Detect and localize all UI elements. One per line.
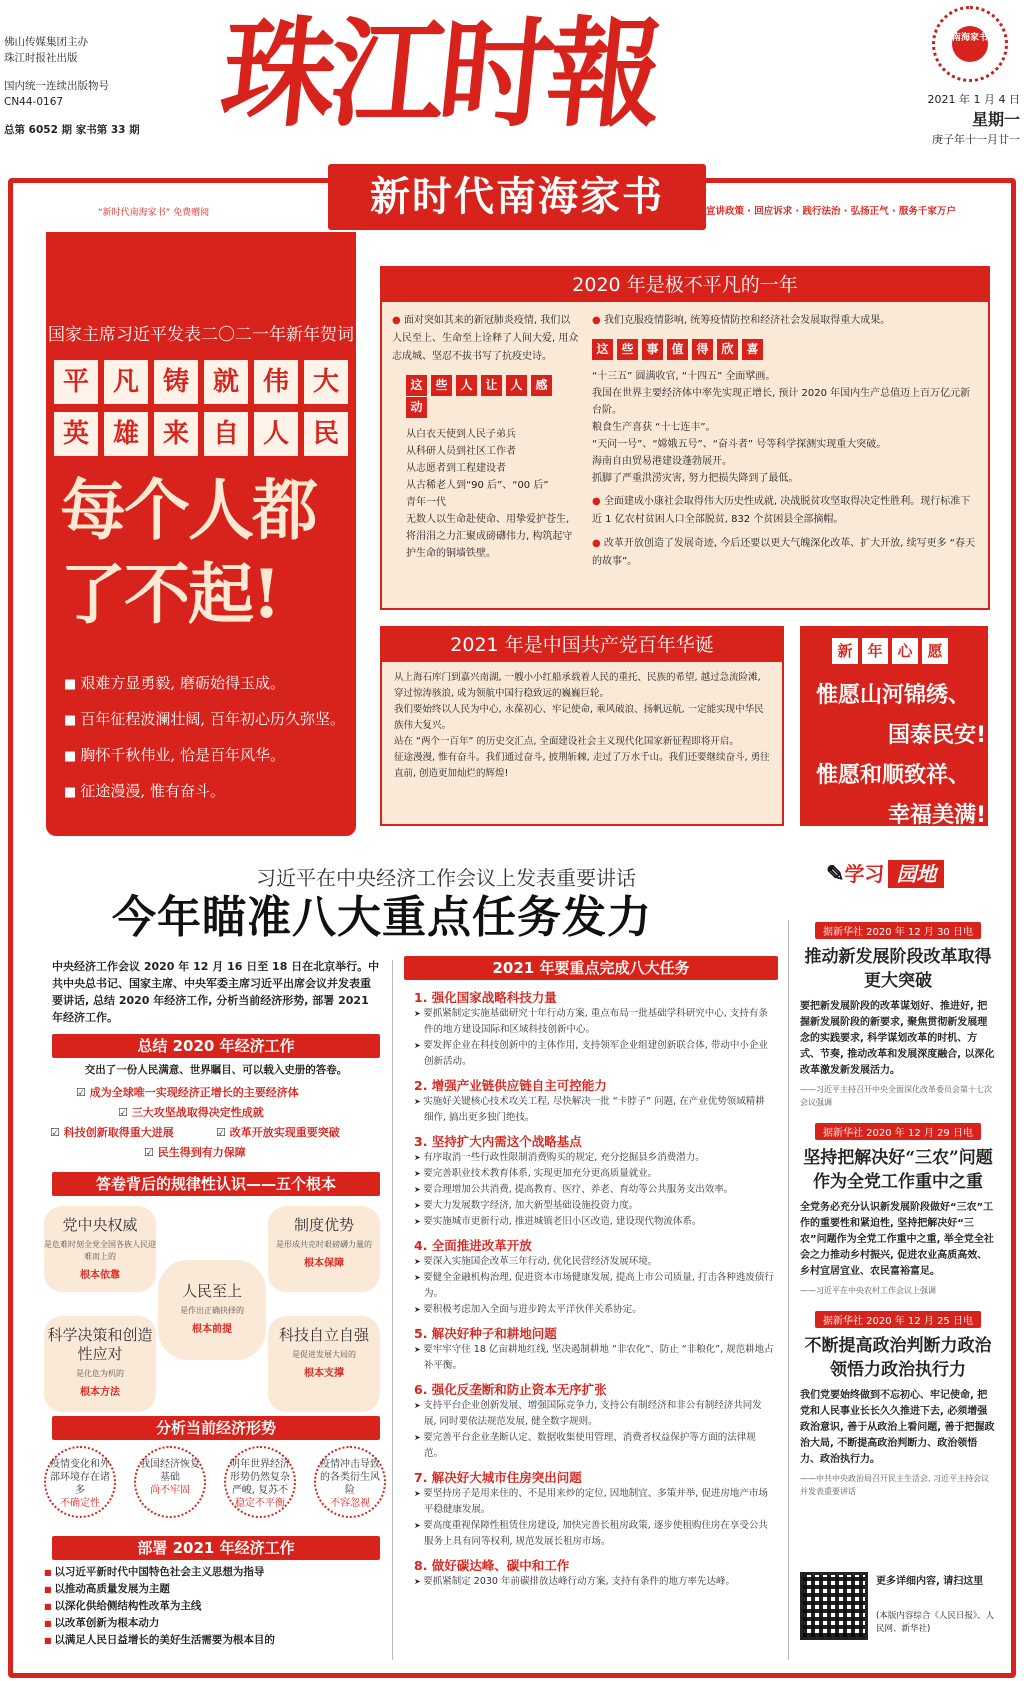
- people-list: [392, 426, 580, 562]
- news-headline: 推动新发展阶段改革取得更大突破: [804, 947, 992, 991]
- summary-sub: 交出了一份人民满意、世界瞩目、可以载入史册的答卷。: [84, 1064, 348, 1076]
- reform-note: ● 改革开放创造了发展奇迹, 今后还要以更大气魄深化改革、扩大开放, 续写更多 “春天的故事”。: [592, 535, 980, 571]
- feature-bullet: ■ 征途漫漫, 惟有奋斗。: [64, 780, 354, 801]
- column-divider: [392, 960, 393, 1660]
- study-corner-logo: [826, 858, 1006, 900]
- task-heading: 3. 坚持扩大内需这个战略基点: [414, 1134, 582, 1149]
- task-heading: 4. 全面推进改革开放: [414, 1238, 532, 1253]
- task-item: ➤ 实施好关键核心技术攻关工程, 尽快解决一批 “卡脖子” 问题, 在产业优势领域精耕细作, 搞出更多独门绝技。: [414, 1094, 774, 1126]
- publisher-line: CN44-0167: [4, 96, 64, 108]
- wish-line: 国泰民安!: [887, 723, 986, 748]
- feature-big-line-2: 了不起!: [60, 555, 279, 633]
- tile-title: 制度优势: [293, 1216, 354, 1234]
- publisher-line: 珠江时报社出版: [4, 52, 78, 64]
- feature-title: 国家主席习近平发表二〇二一年新年贺词: [48, 325, 354, 345]
- feature-bullet: ■ 艰难方显勇毅, 磨砺始得玉成。: [64, 672, 354, 693]
- banner-subtitle-right: 宣讲政策 · 回应诉求 · 践行法治 · 弘扬正气 · 服务千家万户: [706, 206, 956, 217]
- analysis-header: 分析当前经济形势: [52, 1416, 380, 1440]
- people-line: 从白衣天使到人民子弟兵: [406, 429, 516, 440]
- deploy-item: ■ 以深化供给侧结构性改革为主线: [44, 1598, 384, 1615]
- tag-char: 值: [667, 339, 688, 360]
- deploy-item: ■ 以习近平新时代中国特色社会主义思想为指导: [44, 1564, 384, 1581]
- news-source-tag: 据新华社 2020 年 12 月 29 日电: [815, 1123, 981, 1140]
- deploy-item: ■ 以改革创新为根本动力: [44, 1615, 384, 1632]
- wish-tag: [832, 638, 952, 664]
- tile-sub: 是促进发展大局的: [292, 1350, 356, 1359]
- card-2021: [380, 626, 784, 826]
- tag-char: 些: [431, 375, 452, 396]
- fundamental-tile: [44, 1316, 156, 1412]
- event-item: 粮食生产喜获 “十七连丰”。: [592, 422, 716, 433]
- rules-header: 答卷背后的规律性认识——五个根本: [52, 1172, 380, 1196]
- new-year-feature: [46, 232, 356, 836]
- card-2020: [380, 266, 990, 610]
- risk-circle: [44, 1446, 116, 1518]
- news-headline: 坚持把解决好“三农”问题作为全党工作重中之重: [803, 1148, 993, 1192]
- body-para: 从上海石库门到嘉兴南湖, 一艘小小红船承载着人民的重托、民族的希望, 越过急流险滩, 穿过惊涛骇浪, 成为领航中国行稳致远的巍巍巨轮。: [394, 672, 761, 699]
- tile-title: 党中央权威: [62, 1216, 138, 1234]
- analysis-circles: [44, 1446, 390, 1526]
- news-headline: 不断提高政治判断力政治领悟力政治执行力: [804, 1336, 992, 1380]
- tile-sub: 是作出正确抉择的: [180, 1306, 244, 1315]
- publisher-line: 佛山传媒集团主办: [4, 36, 88, 48]
- achievement-check: ☑ 民生得到有力保障: [144, 1144, 246, 1160]
- seal-qr-icon[interactable]: [932, 6, 1008, 82]
- tile-title: 人民至上: [181, 1282, 242, 1300]
- tag-char: 这: [592, 339, 613, 360]
- tag-row-people: [406, 374, 580, 418]
- grid-char: 平: [54, 360, 98, 404]
- lunar-date: 庚子年十一月廿一: [932, 133, 1020, 146]
- tile-sub: 是危难时刻全党全国各族人民迎难而上的: [44, 1240, 156, 1261]
- card-2020-title: 2020 年是极不平凡的一年: [382, 268, 988, 302]
- article-kicker: 习近平在中央经济工作会议上发表重要讲话: [256, 866, 636, 890]
- feature-big-line-1: 每个人都: [60, 471, 316, 549]
- summary-header: 总结 2020 年经济工作: [52, 1034, 380, 1058]
- circle-key: 不容忽视: [330, 1498, 370, 1509]
- pen-icon: ✎: [826, 861, 845, 887]
- circle-text: 我国经济恢复基础: [140, 1459, 200, 1483]
- task-heading: 7. 解决好大城市住房突出问题: [414, 1470, 582, 1485]
- task-item: ➤ 要高度重视保障性租赁住房建设, 加快完善长租房政策, 逐步使租购住房在享受公共服务上具有同等权利, 规范发展长租房市场。: [414, 1518, 774, 1550]
- risk-circle: [224, 1446, 296, 1518]
- event-list: [592, 368, 980, 487]
- grid-char: 自: [204, 412, 248, 456]
- circle-key: 不确定性: [60, 1498, 100, 1509]
- study-title-b: 园地: [888, 860, 944, 888]
- study-news: [800, 920, 996, 1498]
- task-item: ➤ 要积极考虑加入全面与进步跨太平洋伙伴关系协定。: [414, 1302, 774, 1318]
- body-para: 站在 “两个一百年” 的历史交汇点, 全面建设社会主义现代化国家新征程即将开启。: [394, 736, 739, 747]
- people-line: 从志愿者到工程建设者: [406, 463, 506, 474]
- article-headline: 今年瞄准八大重点任务发力: [112, 892, 652, 943]
- news-body: 我们党要始终做到不忘初心、牢记使命, 把党和人民事业长长久久推进下去, 必须增强政治意识, 善于从政治上看问题, 善于把握政治大局, 不断提高政治判断力、政治领悟力、政治执行力。: [800, 1390, 995, 1465]
- tag-char: 得: [692, 339, 713, 360]
- tag-char: 感: [531, 375, 552, 396]
- task-item: ➤ 要抓紧制定实施基础研究十年行动方案, 重点布局一批基础学科研究中心, 支持有条件的地方建设国际和区域科技创新中心。: [414, 1006, 774, 1038]
- grid-char: 英: [54, 412, 98, 456]
- task-heading: 6. 强化反垄断和防止资本无序扩张: [414, 1382, 607, 1397]
- grid-char: 人: [254, 412, 298, 456]
- task-heading: 2. 增强产业链供应链自主可控能力: [414, 1078, 607, 1093]
- publisher-info: [4, 34, 174, 138]
- risk-circle: [134, 1446, 206, 1518]
- tag-char: 心: [892, 638, 918, 664]
- fundamental-tile: [268, 1316, 380, 1412]
- event-item: 海南自由贸易港建设蓬勃展开。: [592, 456, 732, 467]
- weekday: 星期一: [971, 110, 1020, 129]
- news-source-tag: 据新华社 2020 年 12 月 30 日电: [815, 922, 981, 939]
- tag-char: 事: [642, 339, 663, 360]
- task-item: ➤ 要完善平台企业垄断认定、数据收集使用管理、消费者权益保护等方面的法律规范。: [414, 1430, 774, 1462]
- fundamental-tile: [158, 1260, 266, 1360]
- source-note: (本版内容综合《人民日报》、人民网、新华社): [876, 1611, 995, 1634]
- wish-text: [816, 676, 986, 836]
- feature-bullet: ■ 胸怀千秋伟业, 恰是百年风华。: [64, 744, 354, 765]
- issue-number: 总第 6052 期 家书第 33 期: [4, 124, 140, 136]
- circle-text: 明年世界经济形势仍然复杂严峻, 复苏不: [230, 1459, 290, 1496]
- people-line: 从科研人员到社区工作者: [406, 446, 516, 457]
- event-item: “十三五” 圆满收官, “十四五” 全面擘画。: [592, 371, 776, 382]
- grid-char: 伟: [254, 360, 298, 404]
- event-item: 我国在世界主要经济体中率先实现正增长, 预计 2020 年国内生产总值迈上百万亿元新台阶。: [592, 388, 971, 416]
- risk-circle: [314, 1446, 386, 1518]
- tile-key: 根本依靠: [80, 1270, 120, 1281]
- tag-char: 让: [481, 375, 502, 396]
- body-para: 征途漫漫, 惟有奋斗。我们通过奋斗, 披荆斩棘, 走过了万水千山。我们还要继续奋斗, 勇往直前, 创造更加灿烂的辉煌!: [394, 752, 770, 779]
- tile-key: 根本保障: [304, 1258, 344, 1269]
- task-heading: 5. 解决好种子和耕地问题: [414, 1326, 557, 1341]
- achievement-check: ☑ 三大攻坚战取得决定性成就: [118, 1104, 264, 1120]
- masthead-logo: 珠江时報: [214, 4, 664, 143]
- achievement-check: ☑ 成为全球唯一实现经济正增长的主要经济体: [76, 1084, 299, 1100]
- news-body: 全党务必充分认识新发展阶段做好“三农”工作的重要性和紧迫性, 坚持把解决好“三农”问题作为全党工作重中之重, 举全党全社会之力推动乡村振兴, 促进农业高质高效、乡村宜居宜业、农民富裕富足。: [800, 1202, 994, 1277]
- tile-key: 根本方法: [80, 1387, 120, 1398]
- tile-title: 科学决策和创造性应对: [47, 1326, 153, 1363]
- grid-char: 凡: [104, 360, 148, 404]
- circle-key: 稳定不平衡: [235, 1498, 285, 1509]
- deploy-list: [44, 1564, 384, 1649]
- card-2021-body: [382, 662, 782, 790]
- news-source-tag: 据新华社 2020 年 12 月 25 日电: [815, 1311, 981, 1328]
- body-para: 我们要始终以人民为中心, 永葆初心、牢记使命, 乘风破浪、扬帆远航, 一定能实现中华民族伟大复兴。: [394, 704, 764, 731]
- tag-char: 年: [862, 638, 888, 664]
- grid-char: 就: [204, 360, 248, 404]
- news-body: 要把新发展阶段的改革谋划好、推进好, 把握新发展阶段的新要求, 聚焦贯彻新发展理念的实践要求, 科学谋划改革的时机、方式、节奏, 推动改革和发展深度融合, 以深化改革激发新发展活力。: [800, 1001, 995, 1076]
- five-fundamentals: [40, 1200, 390, 1420]
- task-item: ➤ 要坚持房子是用来住的、不是用来炒的定位, 因地制宜、多策并举, 促进房地产市场平稳健康发展。: [414, 1486, 774, 1518]
- task-item: ➤ 要大力发展数字经济, 加大新型基础设施投资力度。: [414, 1198, 774, 1214]
- task-item: ➤ 支持平台企业创新发展、增强国际竞争力, 支持公有制经济和非公有制经济共同发展, 同时要依法规范发展, 健全数字规则。: [414, 1398, 774, 1430]
- tile-key: 根本支撑: [304, 1368, 344, 1379]
- tag-char: 新: [832, 638, 858, 664]
- wish-line: 惟愿和顺致祥、: [816, 763, 971, 788]
- deploy-item: ■ 以推动高质量发展为主题: [44, 1581, 384, 1598]
- tasks-list: [414, 982, 774, 1590]
- tag-char: 欣: [717, 339, 738, 360]
- achievement-check: ☑ 改革开放实现重要突破: [216, 1124, 340, 1140]
- news-source: ——习近平主持召开中央全面深化改革委员会第十七次会议强调: [800, 1085, 992, 1107]
- fundamental-tile: [44, 1206, 156, 1292]
- task-item: ➤ 要发挥企业在科技创新中的主体作用, 支持领军企业组建创新联合体, 带动中小企业创新活动。: [414, 1038, 774, 1070]
- section-banner: 新时代南海家书: [328, 164, 706, 230]
- tag-char: 人: [456, 375, 477, 396]
- people-line: 从古稀老人到“90 后”、“00 后”: [406, 480, 549, 491]
- circle-text: 疫情变化和外部环境存在诸多: [50, 1459, 110, 1496]
- news-source: ——习近平在中央农村工作会议上强调: [800, 1286, 936, 1295]
- wish-card: [800, 626, 988, 826]
- column-divider: [788, 920, 789, 1660]
- circle-key: 尚不牢固: [150, 1485, 190, 1496]
- tasks-header: 2021 年要重点完成八大任务: [404, 956, 778, 980]
- tile-sub: 是形成共克时艰磅礴力量的: [276, 1240, 372, 1249]
- people-line: 无数人以生命赴使命、用挚爱护苍生, 将涓涓之力汇聚成磅礴伟力, 构筑起守护生命的铜墙铁壁。: [406, 514, 573, 559]
- event-item: “天问一号”、“嫦娥五号”、“奋斗者” 号等科学探测实现重大突破。: [592, 439, 887, 450]
- tag-char: 喜: [742, 339, 763, 360]
- tag-row-events: [592, 338, 980, 360]
- date: 2021 年 1 月 4 日: [927, 93, 1020, 106]
- task-heading: 8. 做好碳达峰、碳中和工作: [414, 1558, 570, 1573]
- task-item: ➤ 要牢牢守住 18 亿亩耕地红线, 坚决遏制耕地 “非农化”、防止 “非粮化”, 规范耕地占补平衡。: [414, 1342, 774, 1374]
- grid-char: 铸: [154, 360, 198, 404]
- task-item: ➤ 要合理增加公共消费, 提高教育、医疗、养老、育幼等公共服务支出效率。: [414, 1182, 774, 1198]
- news-source: ——中共中央政治局召开民主生活会, 习近平主持会议并发表重要讲话: [800, 1474, 990, 1496]
- card-2021-title: 2021 年是中国共产党百年华诞: [382, 628, 782, 662]
- wish-line: 幸福美满!: [887, 803, 986, 828]
- task-item: ➤ 要深入实施国企改革三年行动, 优化民营经济发展环境。: [414, 1254, 774, 1270]
- tile-title: 科技自立自强: [278, 1326, 369, 1344]
- card-2020-right: [592, 312, 980, 571]
- publisher-line: 国内统一连续出版物号: [4, 80, 109, 92]
- seal-text: 南海家书: [952, 26, 988, 62]
- right-intro: ● 我们克服疫情影响, 统筹疫情防控和经济社会发展取得重大成果。: [592, 312, 980, 330]
- event-item: 抓脚了严重洪涝灾害, 努力把损失降到了最低。: [592, 473, 799, 484]
- card-2020-intro: ● 面对突如其来的新冠肺炎疫情, 我们以人民至上、生命至上诠释了人间大爱, 用众志成城、坚忍不拔书写了抗疫史诗。: [392, 312, 580, 366]
- tile-sub: 是化危为机的: [76, 1369, 124, 1378]
- grid-char: 雄: [104, 412, 148, 456]
- char-grid: [54, 360, 350, 456]
- deploy-header: 部署 2021 年经济工作: [52, 1536, 380, 1560]
- qr-code-icon[interactable]: [800, 1572, 868, 1640]
- deploy-item: ■ 以满足人民日益增长的美好生活需要为根本目的: [44, 1632, 384, 1649]
- card-2020-left: [392, 312, 580, 562]
- tag-char: 愿: [922, 638, 948, 664]
- task-heading: 1. 强化国家战略科技力量: [414, 990, 557, 1005]
- tag-char: 动: [406, 397, 427, 418]
- task-item: ➤ 有序取消一些行政性限制消费购买的规定, 充分挖掘县乡消费潜力。: [414, 1150, 774, 1166]
- qr-caption: 更多详细内容, 请扫这里: [876, 1576, 984, 1587]
- study-title-a: 学习: [844, 862, 885, 886]
- grid-char: 民: [304, 412, 348, 456]
- wish-line: 惟愿山河锦绣、: [816, 683, 971, 708]
- feature-bullet: ■ 百年征程波澜壮阔, 百年初心历久弥坚。: [64, 708, 354, 729]
- circle-text: 疫情冲击导致的各类衍生风险: [320, 1459, 380, 1496]
- fundamental-tile: [268, 1206, 380, 1292]
- tag-char: 这: [406, 375, 427, 396]
- task-item: ➤ 要完善职业技术教育体系, 实现更加充分更高质量就业。: [414, 1166, 774, 1182]
- task-item: ➤ 要健全金融机构治理, 促进资本市场健康发展, 提高上市公司质量, 打击各种逃废债行为。: [414, 1270, 774, 1302]
- tag-char: 人: [506, 375, 527, 396]
- task-item: ➤ 要实施城市更新行动, 推进城镇老旧小区改造, 建设现代物流体系。: [414, 1214, 774, 1230]
- grid-char: 来: [154, 412, 198, 456]
- achievement-check: ☑ 科技创新取得重大进展: [50, 1124, 174, 1140]
- tag-char: 些: [617, 339, 638, 360]
- people-line: 青年一代: [406, 497, 446, 508]
- grid-char: 大: [304, 360, 348, 404]
- task-item: ➤ 要抓紧制定 2030 年前碳排放达峰行动方案, 支持有条件的地方率先达峰。: [414, 1574, 774, 1590]
- date-block: [900, 90, 1020, 150]
- article-lead: 中央经济工作会议 2020 年 12 月 16 日至 18 日在北京举行。中共中央总书记、国家主席、中央军委主席习近平出席会议并发表重要讲话, 总结 2020 年经济工作, 分析当前经济形势, 部署 2021 年经济工作。: [52, 960, 380, 1024]
- poverty-note: ● 全面建成小康社会取得伟大历史性成就, 决战脱贫攻坚取得决定性胜利。现行标准下近 1 亿农村贫困人口全部脱贫, 832 个贫困县全部摘帽。: [592, 493, 980, 529]
- tile-key: 根本前提: [192, 1324, 232, 1335]
- banner-subtitle-left: “新时代南海家书” 免费赠阅: [98, 208, 210, 218]
